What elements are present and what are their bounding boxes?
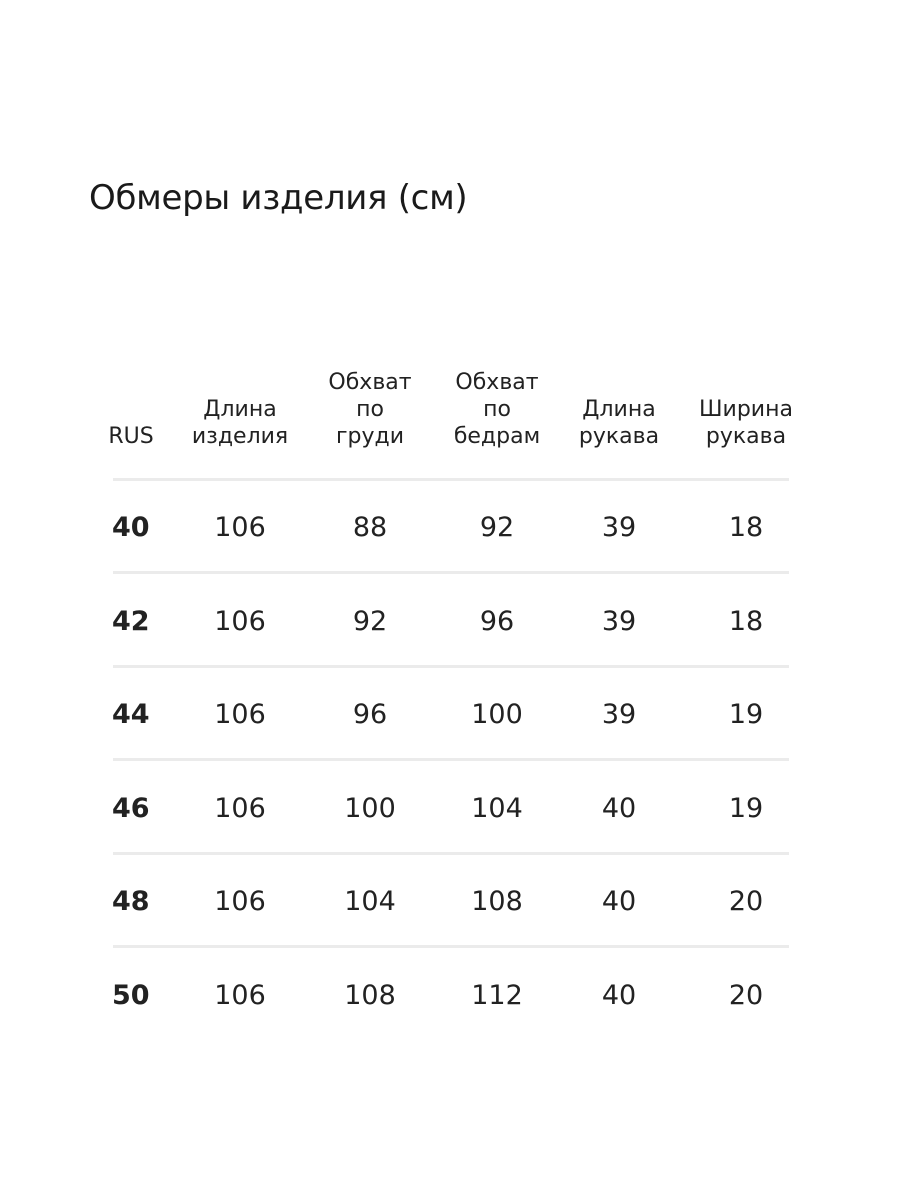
length-cell: 106 <box>214 606 266 637</box>
length-cell: 106 <box>214 793 266 824</box>
page-title: Обмеры изделия (см) <box>89 178 468 218</box>
column-header-rus: RUS <box>108 424 154 449</box>
size-cell: 42 <box>112 606 150 637</box>
sleeve-length-cell: 40 <box>601 793 637 824</box>
length-cell: 106 <box>214 699 266 730</box>
sleeve-width-cell: 19 <box>728 793 764 824</box>
sleeve-width-cell: 18 <box>728 512 764 543</box>
length-cell: 106 <box>214 512 266 543</box>
row-divider <box>113 758 789 761</box>
chest-cell: 88 <box>352 512 388 543</box>
column-header-chest: Обхват по груди <box>328 370 412 449</box>
hips-cell: 96 <box>479 606 515 637</box>
column-header-length: Длина изделия <box>191 397 289 449</box>
sleeve-width-cell: 20 <box>728 980 764 1011</box>
size-cell: 44 <box>112 699 150 730</box>
sleeve-length-cell: 39 <box>601 699 637 730</box>
length-cell: 106 <box>214 886 266 917</box>
hips-cell: 92 <box>479 512 515 543</box>
hips-cell: 100 <box>471 699 523 730</box>
hips-cell: 112 <box>471 980 523 1011</box>
hips-cell: 108 <box>471 886 523 917</box>
sleeve-length-cell: 39 <box>601 606 637 637</box>
sleeve-length-cell: 39 <box>601 512 637 543</box>
sleeve-length-cell: 40 <box>601 886 637 917</box>
sleeve-length-cell: 40 <box>601 980 637 1011</box>
sleeve-width-cell: 19 <box>728 699 764 730</box>
row-divider <box>113 665 789 668</box>
chest-cell: 104 <box>344 886 396 917</box>
row-divider <box>113 852 789 855</box>
sleeve-width-cell: 18 <box>728 606 764 637</box>
size-cell: 40 <box>112 512 150 543</box>
size-cell: 48 <box>112 886 150 917</box>
row-divider <box>113 571 789 574</box>
header-divider <box>113 478 789 481</box>
chest-cell: 96 <box>352 699 388 730</box>
chest-cell: 92 <box>352 606 388 637</box>
chest-cell: 100 <box>344 793 396 824</box>
size-cell: 50 <box>112 980 150 1011</box>
column-header-hips: Обхват по бедрам <box>453 370 541 449</box>
size-cell: 46 <box>112 793 150 824</box>
column-header-sleeve-length: Длина рукава <box>578 397 660 449</box>
row-divider <box>113 945 789 948</box>
length-cell: 106 <box>214 980 266 1011</box>
chest-cell: 108 <box>344 980 396 1011</box>
sleeve-width-cell: 20 <box>728 886 764 917</box>
column-header-sleeve-width: Ширина рукава <box>699 397 793 449</box>
hips-cell: 104 <box>471 793 523 824</box>
